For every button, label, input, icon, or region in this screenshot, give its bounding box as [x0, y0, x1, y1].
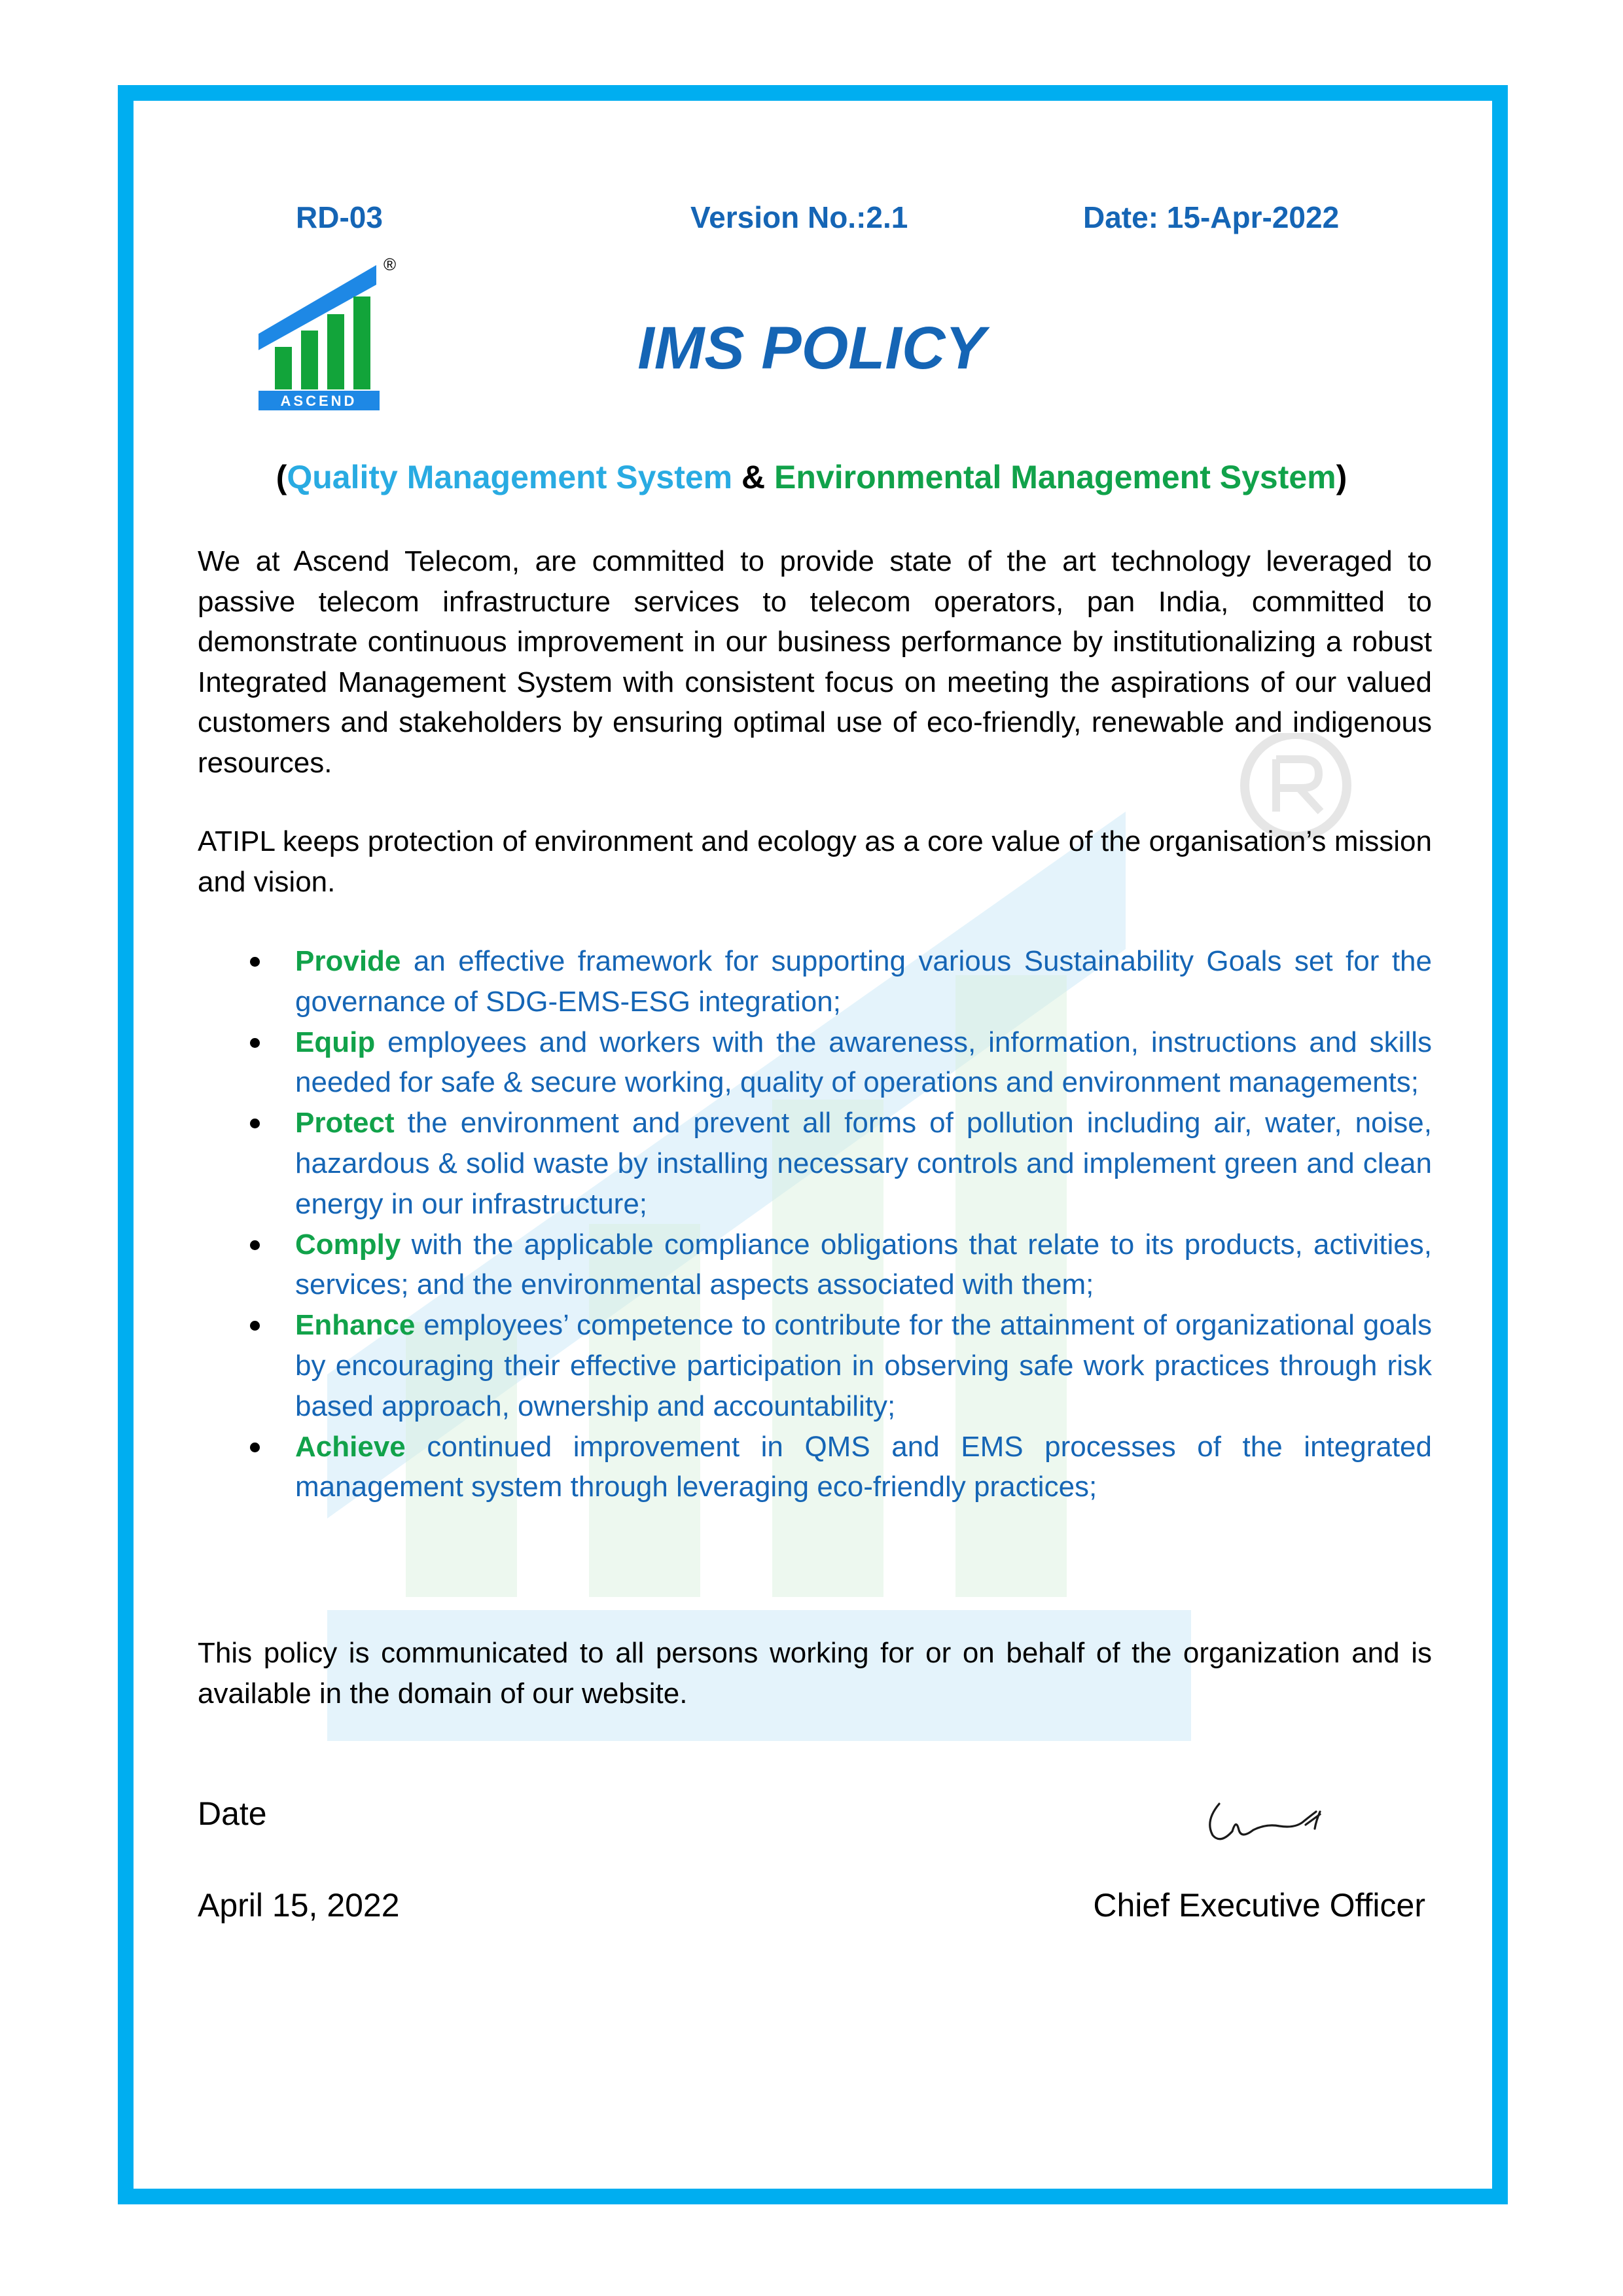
signatory-title: Chief Executive Officer [1093, 1887, 1425, 1924]
qms-label: Quality Management System [287, 459, 733, 495]
ceo-signature [1201, 1792, 1332, 1851]
signing-date: April 15, 2022 [198, 1887, 400, 1924]
commitment-list [198, 941, 1432, 1507]
commitment-keyword: Protect [295, 1107, 395, 1139]
page-title: IMS POLICY [637, 315, 986, 382]
list-item [198, 1305, 1432, 1426]
list-item [198, 1103, 1432, 1224]
document-id: RD-03 [296, 200, 383, 234]
policy-subtitle [0, 458, 1623, 496]
logo-wordmark: ASCEND [280, 393, 357, 409]
atipl-paragraph: ATIPL keeps protection of environment and ecology as a core value of the organisation’s mission and vision. [198, 825, 1432, 898]
date-label: Date [198, 1795, 267, 1832]
version-number: Version No.:2.1 [690, 200, 908, 234]
communication-paragraph: This policy is communicated to all persons working for or on behalf of the organization and is available in the domain of our website. [198, 1637, 1432, 1710]
intro-paragraph: We at Ascend Telecom, are committed to provide state of the art technology leveraged to passive telecom infrastructure services to telecom operators, pan India, committed to demonstrate continuous improvement in our business performance by institutionalizing a robust Integrated Management System with consistent focus on meeting the aspirations of our valued customers and stakeholders by ensuring optimal use of eco-friendly, renewable and indigenous resources. [198, 545, 1432, 779]
commitment-keyword: Provide [295, 945, 401, 977]
document-date: Date: 15-Apr-2022 [1083, 200, 1340, 234]
commitment-keyword: Enhance [295, 1309, 416, 1342]
registered-mark: ® [383, 255, 397, 274]
commitment-keyword: Comply [295, 1228, 401, 1261]
list-item [198, 941, 1432, 1022]
commitment-keyword: Equip [295, 1026, 376, 1058]
commitment-text: the environment and prevent all forms of pollution including air, water, noise, hazardous & solid waste by installing necessary controls and implement green and clean energy in our infrastructure; [295, 1107, 1432, 1220]
list-item [198, 1427, 1432, 1508]
list-item [198, 1022, 1432, 1103]
commitment-text: employees’ competence to contribute for the attainment of organizational goals by encouraging their effective participation in observing safe work practices through risk based approach, ownership and accountability; [295, 1309, 1432, 1422]
list-item [198, 1225, 1432, 1306]
subtitle-close-paren: ) [1336, 459, 1347, 495]
commitment-text: an effective framework for supporting various Sustainability Goals set for the governance of SDG-EMS-ESG integration; [295, 945, 1432, 1018]
commitment-keyword: Achieve [295, 1430, 406, 1463]
commitment-text: with the applicable compliance obligations that relate to its products, activities, services; and the environmental aspects associated with them; [295, 1228, 1432, 1301]
subtitle-open-paren: ( [276, 459, 287, 495]
ems-label: Environmental Management System [774, 459, 1336, 495]
subtitle-ampersand: & [732, 459, 775, 495]
commitment-text: continued improvement in QMS and EMS processes of the integrated management system through leveraging eco-friendly practices; [295, 1430, 1432, 1503]
commitment-text: employees and workers with the awareness, information, instructions and skills needed for safe & secure working, quality of operations and environment managements; [295, 1026, 1432, 1099]
document-control-header [0, 200, 1623, 239]
